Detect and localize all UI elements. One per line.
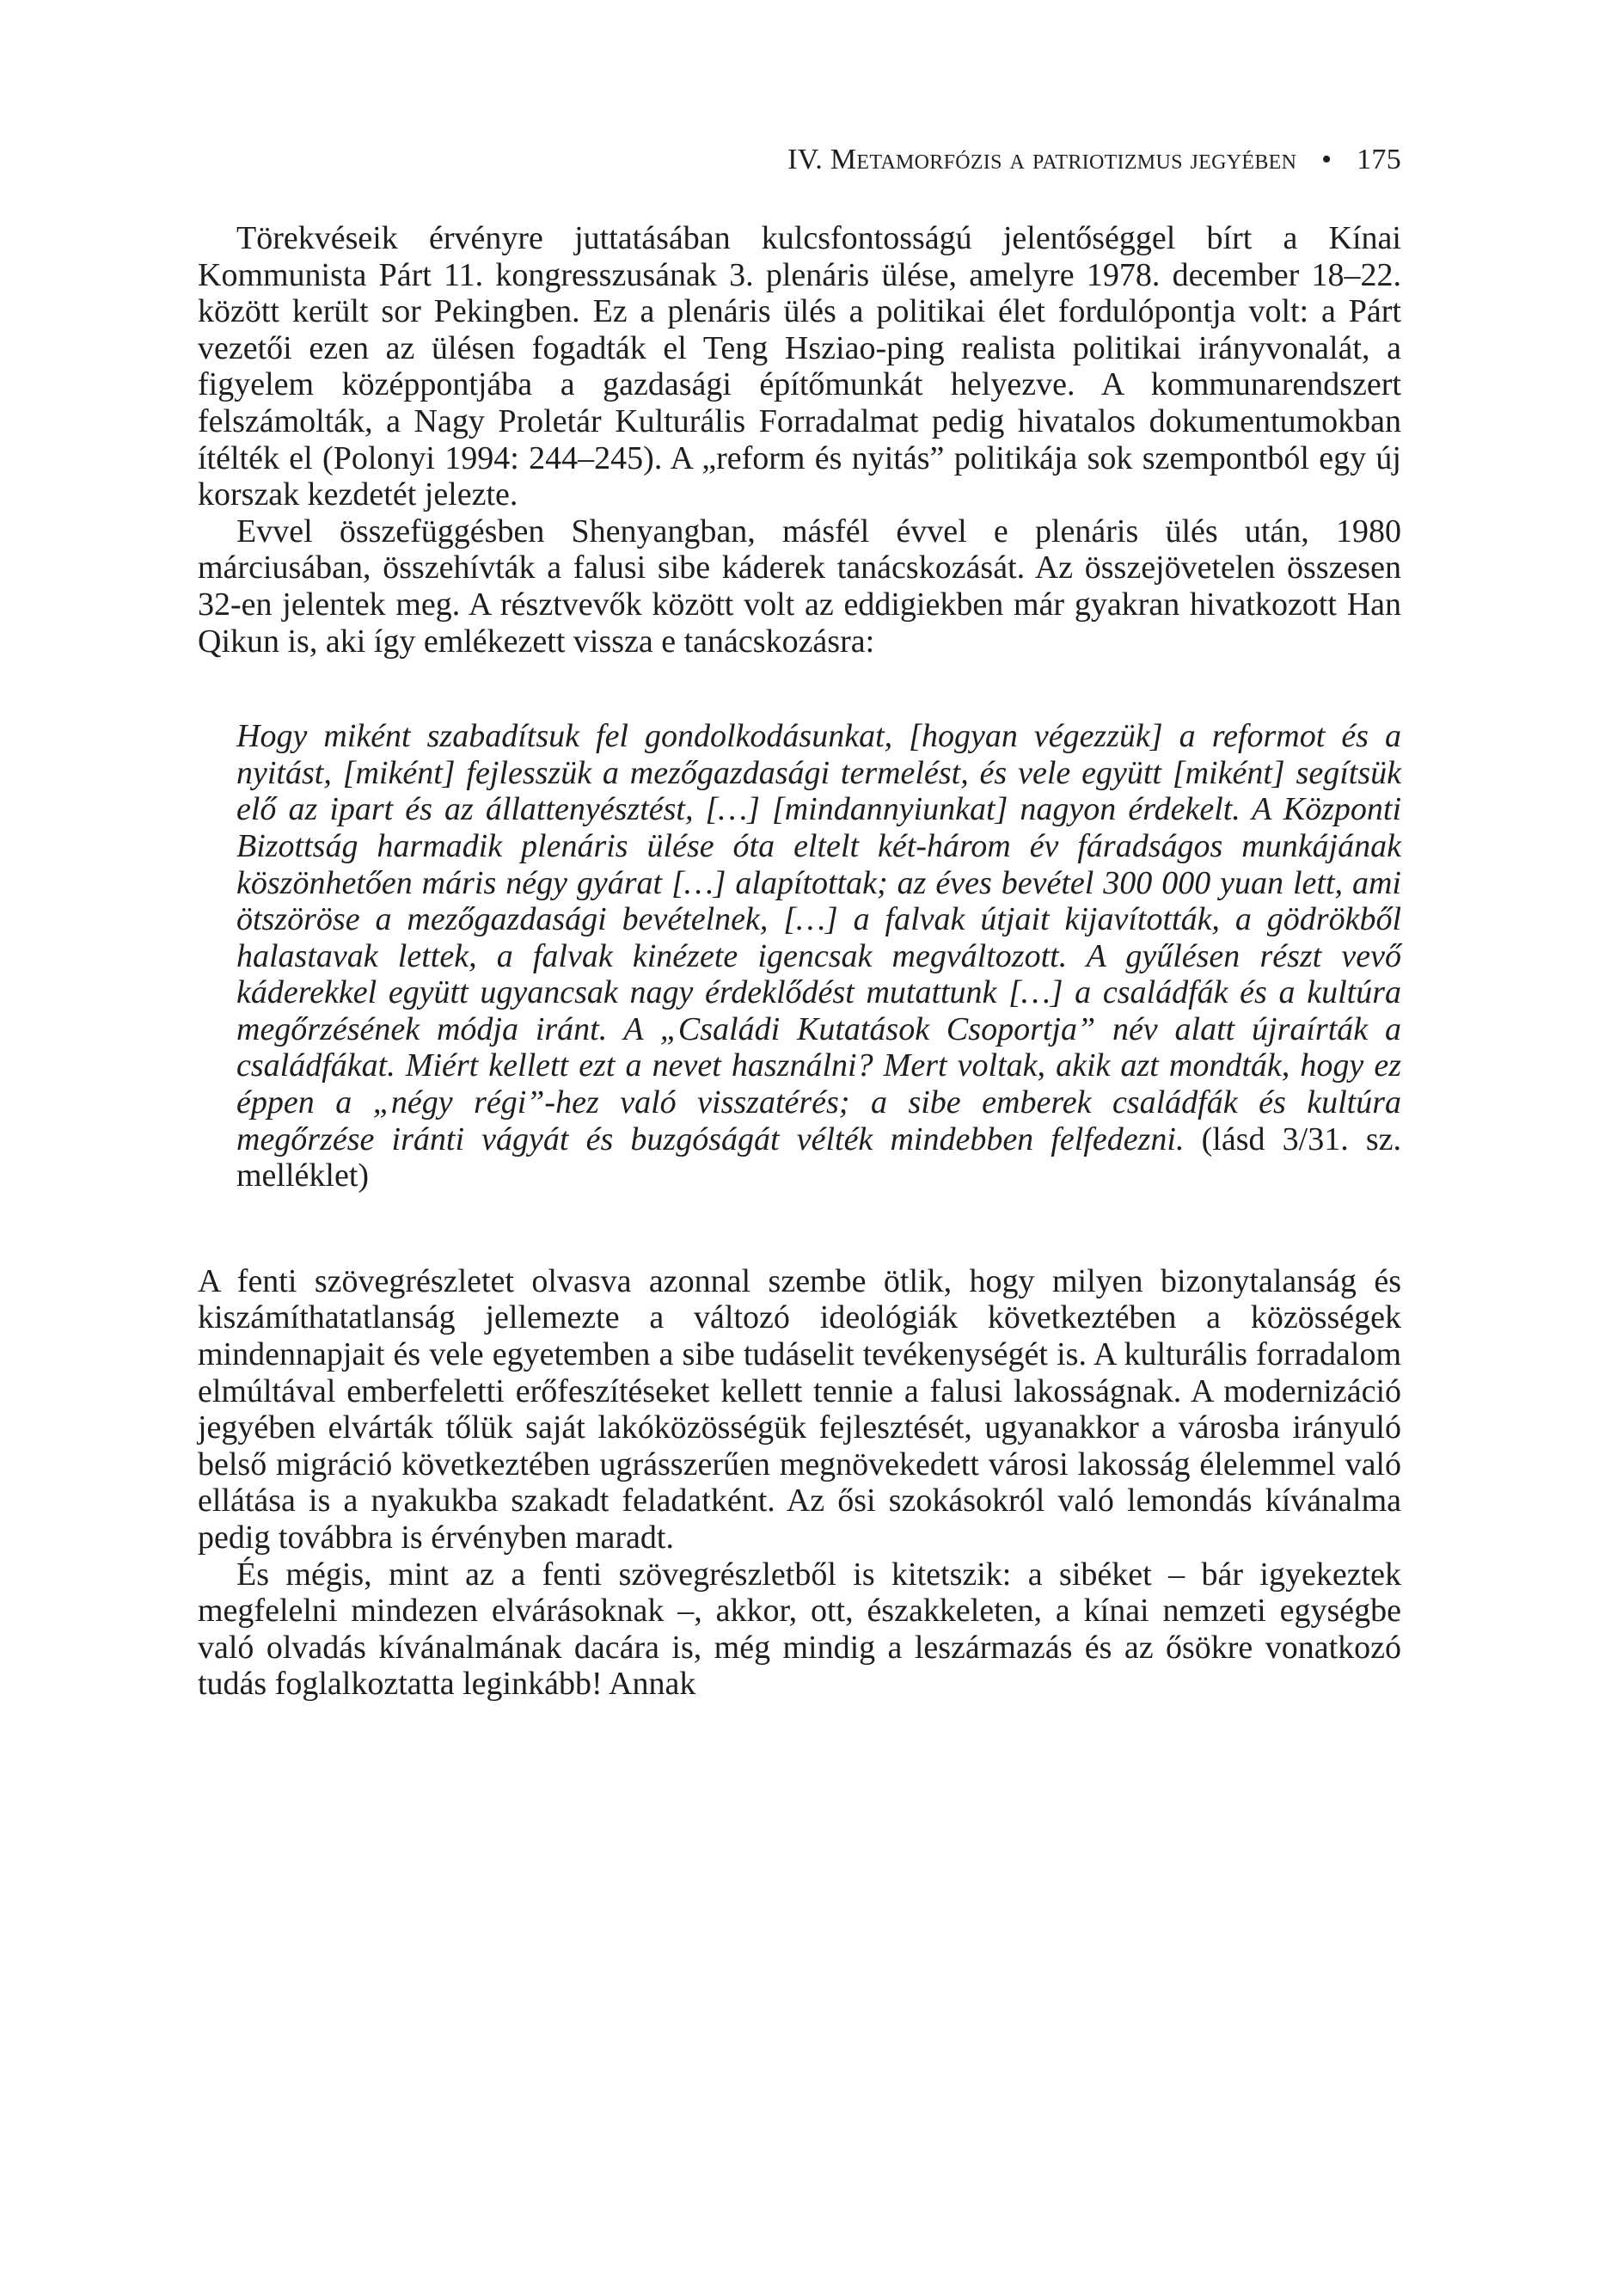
chapter-title: Metamorfózis a patriotizmus jegyében (830, 144, 1297, 175)
body-paragraph: Evvel összefüggésben Shenyangban, másfél évvel e plenáris ülés után, 1980 márciusában, összehívták a falusi sibe káderek tanácskozását. Az összejövetelen összesen 32-en jelentek meg. A résztvevők között volt az eddigiekben már gyakran hivatkozott Han Qikun is, aki így emlékezett vissza e tanácskozásra: (198, 513, 1401, 660)
page-number: 175 (1357, 144, 1401, 175)
body-paragraph: És mégis, mint az a fenti szövegrészletből is kitetszik: a sibéket – bár igyekeztek megfelelni mindezen elvárásoknak –, akkor, ott, északkeleten, a kínai nemzeti egységbe való olvadás kívánalmának dacára is, még mindig a leszármazás és az ősökre vonatkozó tudás foglalkoztatta leginkább! Annak (198, 1556, 1401, 1703)
chapter-number: IV. (787, 144, 824, 175)
page-body (198, 220, 1401, 1703)
quote-reference: (lásd 3/31. sz. melléklet) (236, 1120, 1402, 1194)
book-page (198, 134, 1401, 1703)
block-quote (236, 718, 1401, 1194)
quote-text: Hogy miként szabadítsuk fel gondolkodásunkat, [hogyan végezzük] a reformot és a nyitást, [miként] fejlesszük a mezőgazdasági termelést, és vele együtt [miként] segítsük elő az ipart és az állattenyésztést, […] [mindannyiunkat] nagyon érdekelt. A Központi Bizottság harmadik plenáris ülése óta eltelt két-három év fáradságos munkájának köszönhetően máris négy gyárat […] alapítottak; az éves bevétel 300 000 yuan lett, ami ötszöröse a mezőgazdasági bevételnek, […] a falvak útjait kijavították, a gödrökből halastavak lettek, a falvak kinézete igencsak megváltozott. A gyűlésen részt vevő káderekkel együtt ugyancsak nagy érdeklődést mutattunk […] a családfák és a kultúra megőrzésének módja iránt. A „Családi Kutatások Csoportja” név alatt újraírták a családfákat. Miért kellett ezt a nevet használni? Mert voltak, akik azt mondták, hogy ez éppen a „négy régi”-hez való visszatérés; a sibe emberek családfák és kultúra megőrzése iránti vágyát és buzgóságát vélték mindebben felfedezni. (236, 718, 1401, 1157)
body-paragraph: Törekvéseik érvényre juttatásában kulcsfontosságú jelentőséggel bírt a Kínai Kommunista Párt 11. kongresszusának 3. plenáris ülése, amelyre 1978. december 18–22. között került sor Pekingben. Ez a plenáris ülés a politikai élet fordulópontja volt: a Párt vezetői ezen az ülésen fogadták el Teng Hsziao-ping realista politikai irányvonalát, a figyelem középpontjába a gazdasági építőmunkát helyezve. A kommunarendszert felszámolták, a Nagy Proletár Kulturális Forradalmat pedig hivatalos dokumentumokban ítélték el (Polonyi 1994: 244–245). A „reform és nyitás” politikája sok szempontból egy új korszak kezdetét jelezte. (198, 220, 1401, 513)
body-paragraph: A fenti szövegrészletet olvasva azonnal szembe ötlik, hogy milyen bizonytalanság és kiszámíthatatlanság jellemezte a változó ideológiák következtében a közösségek mindennapjait és vele egyetemben a sibe tudáselit tevékenységét is. A kulturális forradalom elmúltával emberfeletti erőfeszítéseket kellett tennie a falusi lakosságnak. A modernizáció jegyében elvárták tőlük saját lakóközösségük fejlesztését, ugyanakkor a városba irányuló belső migráció következtében ugrásszerűen megnövekedett városi lakosság élelemmel való ellátása is a nyakukba szakadt feladatként. Az ősi szokásokról való lemondás kívánalma pedig továbbra is érvényben maradt. (198, 1262, 1401, 1556)
running-header (198, 134, 1401, 186)
header-bullet: • (1321, 144, 1332, 175)
